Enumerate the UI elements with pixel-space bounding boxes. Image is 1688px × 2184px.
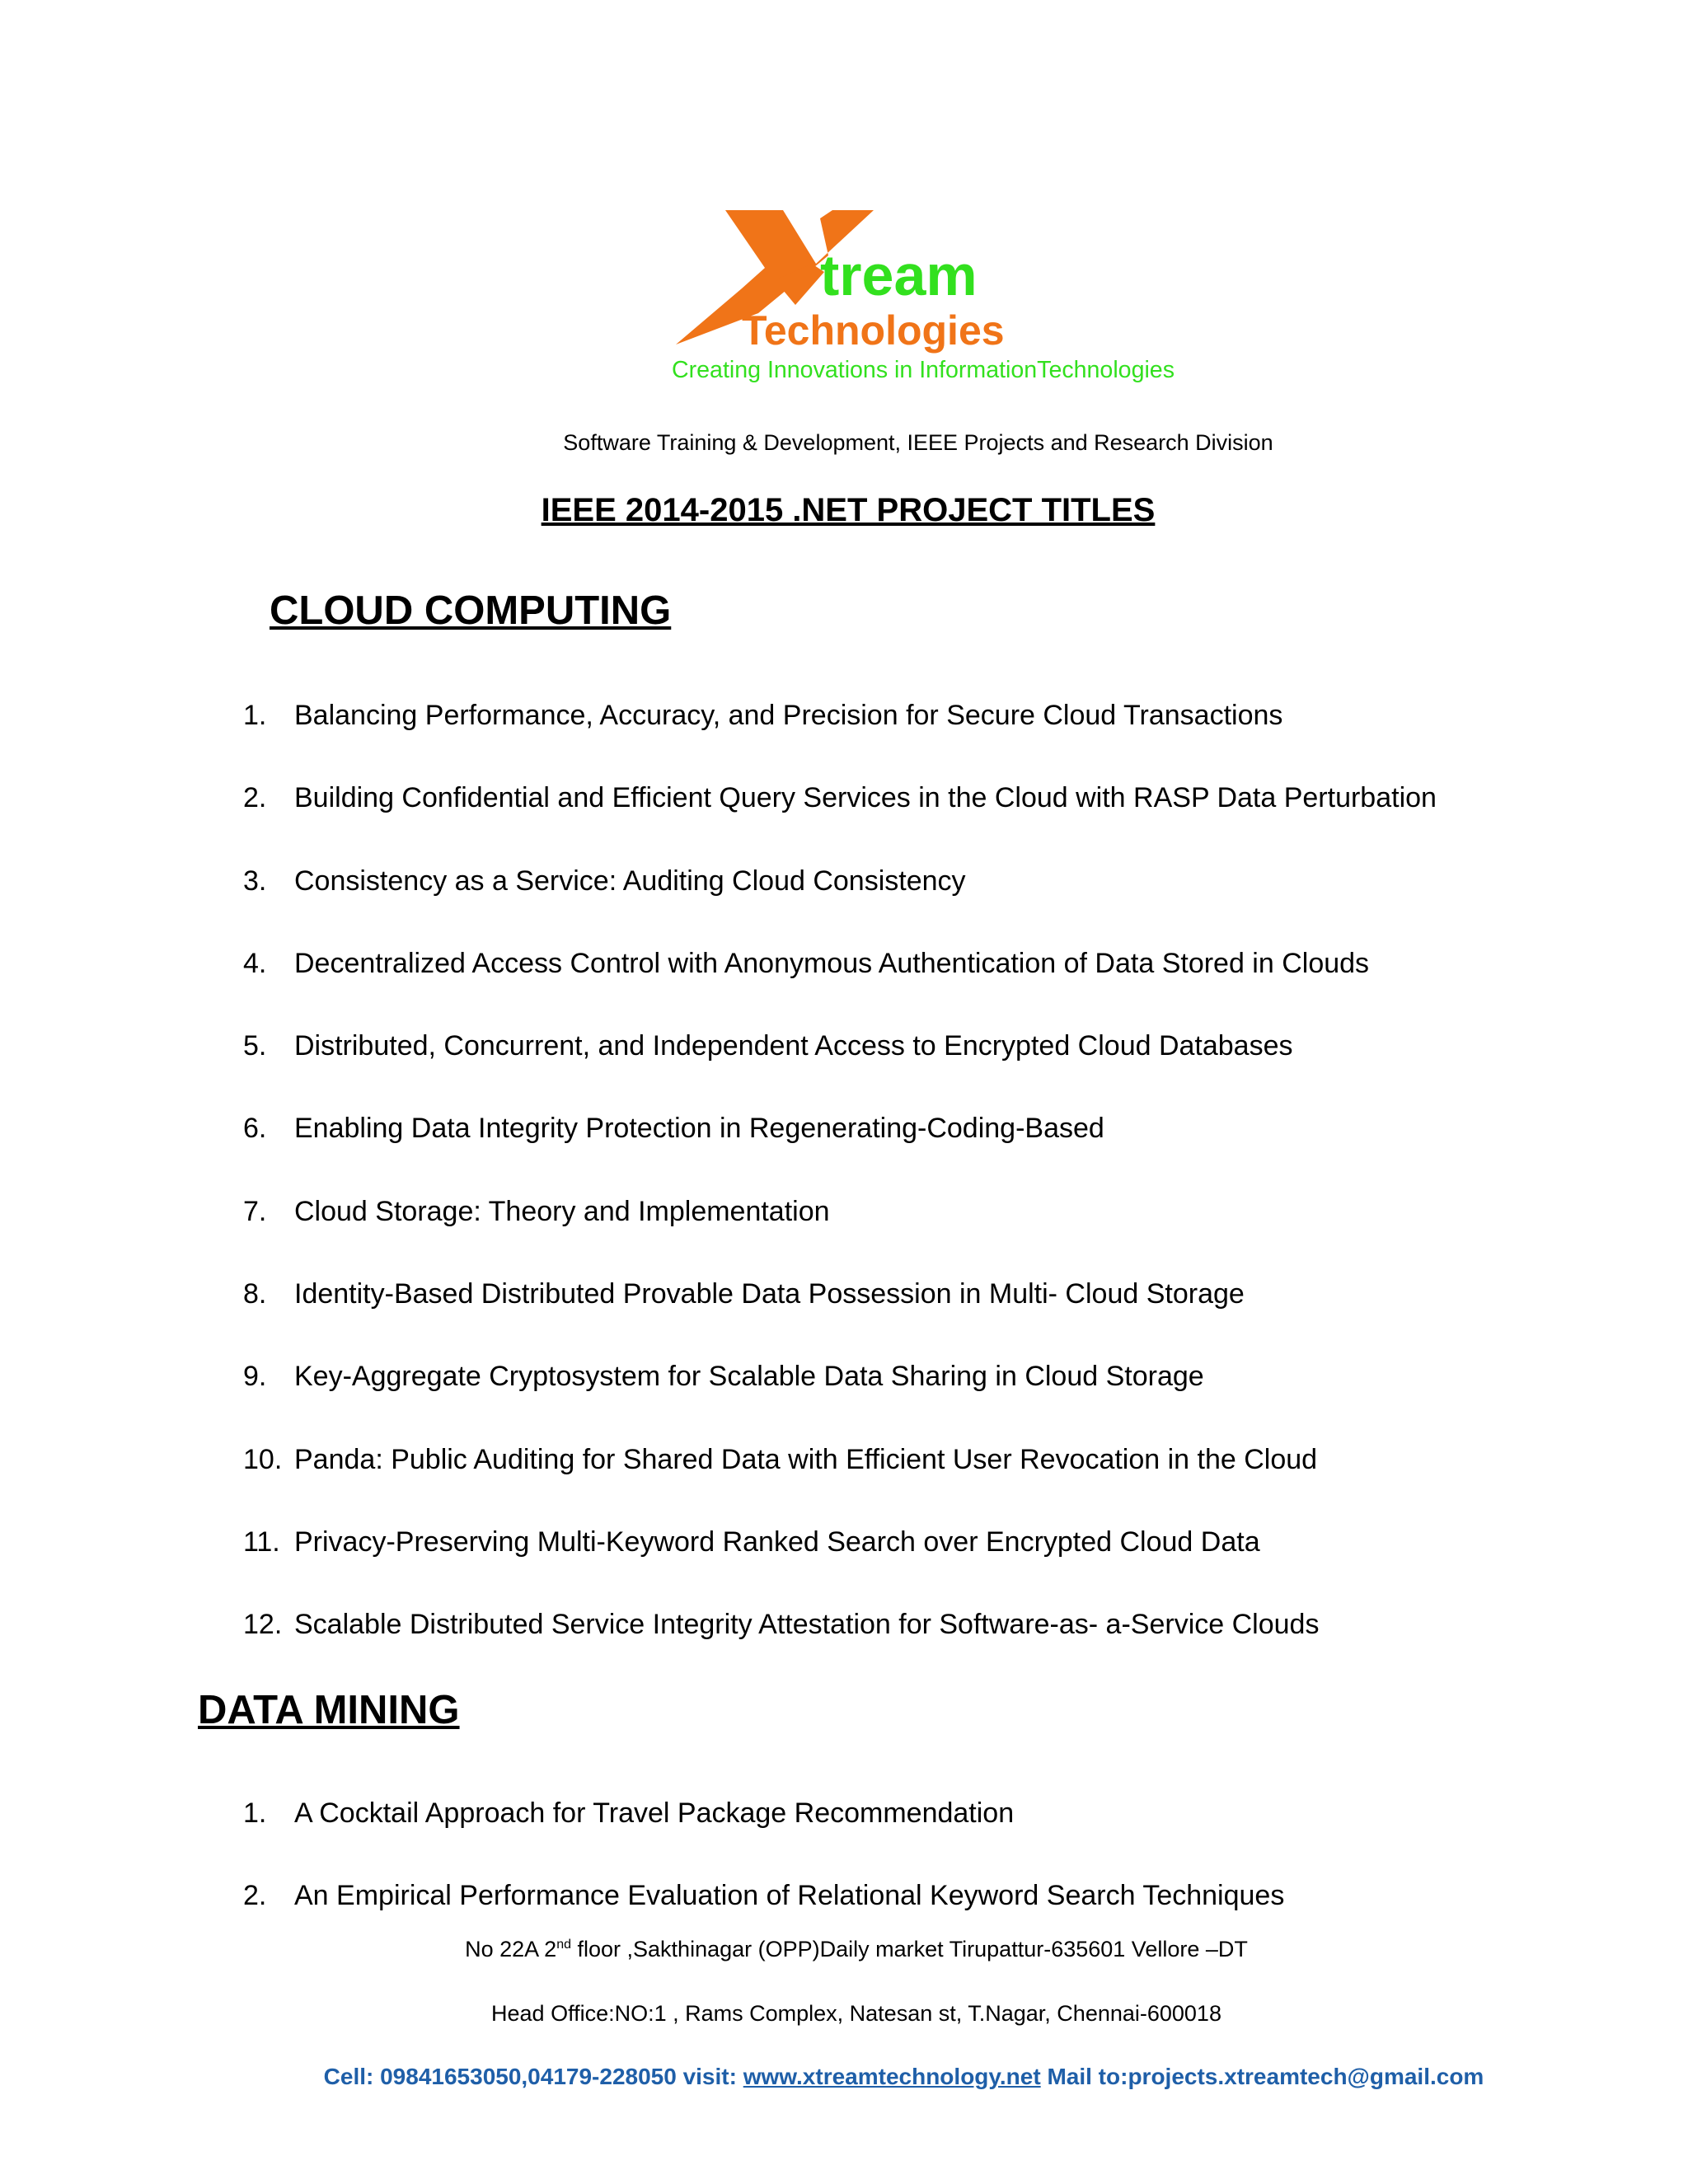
website-link[interactable]: www.xtreamtechnology.net <box>743 2064 1041 2089</box>
document-title: IEEE 2014-2015 .NET PROJECT TITLES <box>541 492 1156 528</box>
item-title: Identity-Based Distributed Provable Data Possession in Multi- Cloud Storage <box>294 1278 1245 1310</box>
item-number: 2. <box>243 782 267 814</box>
section-heading-data-mining: DATA MINING <box>198 1688 460 1732</box>
item-title: An Empirical Performance Evaluation of Relational Keyword Search Techniques <box>294 1880 1285 1912</box>
item-number: 2. <box>243 1880 267 1912</box>
list-item <box>243 1608 1437 1690</box>
list-item <box>243 865 1437 947</box>
list-item <box>243 947 1437 1029</box>
list-item <box>243 699 1437 781</box>
item-title: Key-Aggregate Cryptosystem for Scalable Data Sharing in Cloud Storage <box>294 1361 1204 1393</box>
item-number: 6. <box>243 1113 267 1145</box>
address-rest: floor ,Sakthinagar (OPP)Daily market Tirupattur-635601 Vellore –DT <box>571 1937 1248 1961</box>
list-item <box>243 1195 1437 1277</box>
contact-line <box>0 2064 1688 2090</box>
item-number: 4. <box>243 947 267 979</box>
list-item <box>243 1526 1437 1608</box>
logo-brand-line2: Technologies <box>742 307 1005 354</box>
item-title: Building Confidential and Efficient Query Services in the Cloud with RASP Data Perturbation <box>294 782 1437 814</box>
item-title: Enabling Data Integrity Protection in Regenerating-Coding-Based <box>294 1113 1104 1145</box>
item-number: 11. <box>243 1526 280 1558</box>
list-item <box>243 1443 1437 1526</box>
logo-brand-rest: tream <box>820 243 978 307</box>
address-prefix: No 22A 2 <box>465 1937 557 1961</box>
logo-tagline: Creating Innovations in InformationTechnologies <box>672 357 1175 383</box>
item-title: Decentralized Access Control with Anonymous Authentication of Data Stored in Clouds <box>294 947 1370 979</box>
item-number: 9. <box>243 1361 267 1393</box>
contact-phone: Cell: 09841653050,04179-228050 visit: <box>323 2064 743 2089</box>
item-number: 5. <box>243 1030 267 1062</box>
item-number: 7. <box>243 1195 267 1227</box>
xtream-logo <box>659 198 1220 396</box>
item-number: 8. <box>243 1278 267 1310</box>
branch-address <box>0 1937 1688 1962</box>
list-item <box>243 1797 1284 1879</box>
item-number: 12. <box>243 1609 283 1641</box>
item-title: Privacy-Preserving Multi-Keyword Ranked Search over Encrypted Cloud Data <box>294 1526 1260 1558</box>
head-office-address: Head Office:NO:1 , Rams Complex, Natesan st, T.Nagar, Chennai-600018 <box>491 2001 1221 2026</box>
list-item <box>243 1277 1437 1360</box>
item-number: 1. <box>243 700 267 731</box>
item-title: Consistency as a Service: Auditing Cloud Consistency <box>294 865 966 897</box>
item-number: 1. <box>243 1797 267 1829</box>
item-number: 10. <box>243 1443 283 1475</box>
item-number: 3. <box>243 865 267 897</box>
list-item <box>243 1029 1437 1112</box>
item-title: A Cocktail Approach for Travel Package Recommendation <box>294 1797 1015 1829</box>
item-title: Scalable Distributed Service Integrity Attestation for Software-as- a-Service Clouds <box>294 1609 1320 1641</box>
cloud-computing-list <box>243 699 1437 1691</box>
list-item <box>243 781 1437 864</box>
list-item <box>243 1112 1437 1194</box>
item-title: Cloud Storage: Theory and Implementation <box>294 1195 830 1227</box>
list-item <box>243 1360 1437 1442</box>
section-heading-cloud-computing: CLOUD COMPUTING <box>270 588 672 633</box>
ordinal-suffix: nd <box>556 1938 571 1952</box>
item-title: Panda: Public Auditing for Shared Data with Efficient User Revocation in the Cloud <box>294 1443 1318 1475</box>
contact-email: Mail to:projects.xtreamtech@gmail.com <box>1040 2064 1484 2089</box>
item-title: Distributed, Concurrent, and Independent Access to Encrypted Cloud Databases <box>294 1030 1293 1062</box>
item-title: Balancing Performance, Accuracy, and Precision for Secure Cloud Transactions <box>294 700 1283 731</box>
division-subtitle: Software Training & Development, IEEE Projects and Research Division <box>563 430 1273 455</box>
